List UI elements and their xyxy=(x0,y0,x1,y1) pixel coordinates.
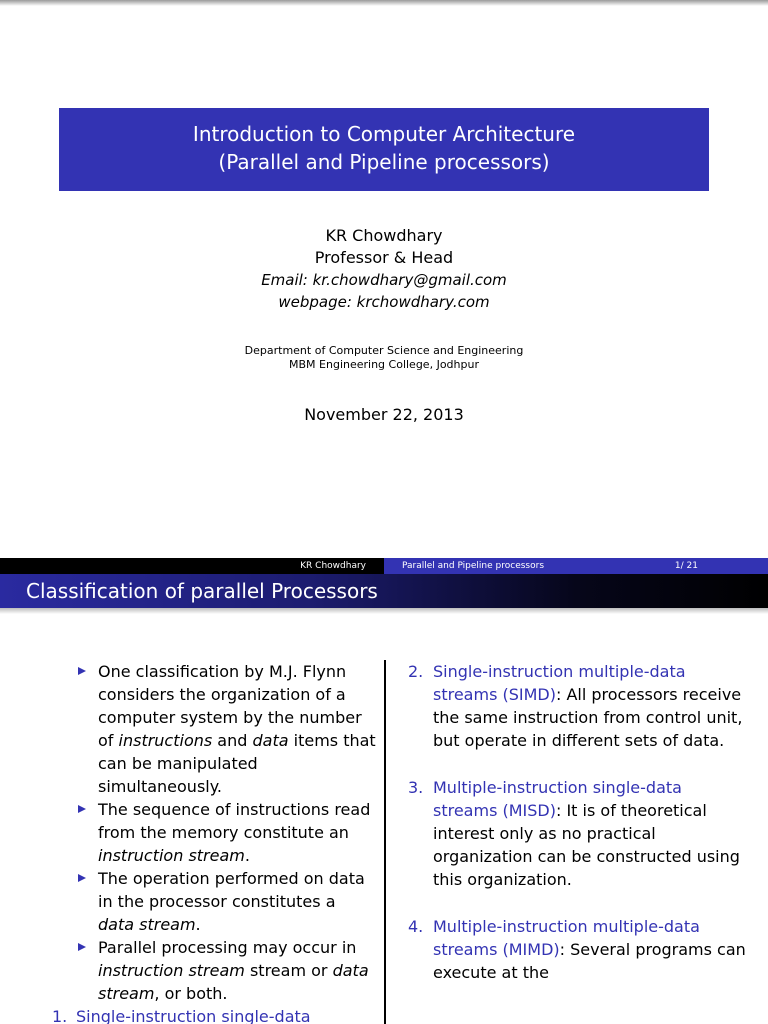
bullet-emphasis: instruction stream xyxy=(98,961,245,980)
bullet-triangle-icon xyxy=(78,943,86,951)
enum-title: Multiple-instruction single-data streams (MISD) xyxy=(433,778,682,820)
bullet-triangle-icon xyxy=(78,667,86,675)
author-role: Professor & Head xyxy=(314,248,454,267)
enum-number: 2. xyxy=(408,662,424,681)
title-box xyxy=(59,108,709,191)
spacer xyxy=(406,891,746,915)
bullet-emphasis: instructions xyxy=(118,731,213,750)
left-column xyxy=(52,660,376,1024)
bullet-item xyxy=(76,867,376,936)
date: November 22, 2013 xyxy=(304,405,464,424)
author-webpage: webpage: krchowdhary.com xyxy=(278,293,490,311)
frame-title: Classification of parallel Processors xyxy=(0,574,768,608)
footer-title: Parallel and Pipeline processors xyxy=(402,561,545,571)
enum-body: : All processors receive the same instruction from control unit, but operate in different sets of data. xyxy=(433,685,743,750)
bullet-emphasis: data stream xyxy=(98,961,369,1003)
bullet-text: One classification by M.J. Flynn considers the organization of a computer system by the number of xyxy=(98,662,362,750)
enum-item-1 xyxy=(52,1005,376,1024)
enum-item-3 xyxy=(406,776,746,891)
right-column xyxy=(406,660,746,984)
department: Department of Computer Science and Engineering xyxy=(244,344,524,357)
bullet-text: The operation performed on data in the processor constitutes a xyxy=(98,869,365,911)
top-shadow xyxy=(0,0,768,6)
footer-page-number: 1/ 21 xyxy=(674,561,698,571)
bullet-text: items that can be manipulated simultaneously. xyxy=(98,731,376,796)
bullet-emphasis: data xyxy=(252,731,289,750)
title-line-2: (Parallel and Pipeline processors) xyxy=(218,150,550,174)
enum-item-4 xyxy=(406,915,746,984)
bullet-item xyxy=(76,660,376,798)
enum-item-2 xyxy=(406,660,746,752)
author-name: KR Chowdhary xyxy=(325,226,443,245)
bullet-text: , or both. xyxy=(154,984,228,1003)
bullet-text: . xyxy=(244,846,250,865)
footer-bar xyxy=(0,558,768,574)
bullet-text: and xyxy=(212,731,253,750)
institute-block xyxy=(0,344,768,372)
enum-number: 1. xyxy=(52,1007,68,1024)
bullet-triangle-icon xyxy=(78,874,86,882)
footer-right xyxy=(384,558,768,574)
enum-body: : It is of theoretical interest only as no practical organization can be constructed using this organization. xyxy=(433,801,740,889)
header-shadow xyxy=(0,608,768,614)
spacer xyxy=(406,752,746,776)
column-divider xyxy=(384,660,386,1024)
bullet-emphasis: data stream xyxy=(98,915,196,934)
enum-title: Multiple-instruction multiple-data streams (MIMD) xyxy=(433,917,700,959)
bullet-text: stream or xyxy=(244,961,333,980)
enum-number: 4. xyxy=(408,917,424,936)
enum-title: Single-instruction single-data xyxy=(76,1007,311,1024)
author-email: Email: kr.chowdhary@gmail.com xyxy=(261,271,507,289)
bullet-item xyxy=(76,936,376,1005)
bullet-text: The sequence of instructions read from the memory constitute an xyxy=(98,800,371,842)
bullet-item xyxy=(76,798,376,867)
enum-number: 3. xyxy=(408,778,424,797)
bullet-text: Parallel processing may occur in xyxy=(98,938,357,957)
enum-title: Single-instruction multiple-data streams (SIMD) xyxy=(433,662,686,704)
footer-author: KR Chowdhary xyxy=(0,558,384,574)
bullet-emphasis: instruction stream xyxy=(98,846,245,865)
college: MBM Engineering College, Jodhpur xyxy=(289,358,479,371)
enum-body: : Several programs can execute at the xyxy=(433,940,746,982)
author-block xyxy=(0,224,768,313)
title-line-1: Introduction to Computer Architecture xyxy=(192,122,576,146)
bullet-triangle-icon xyxy=(78,805,86,813)
bullet-text: . xyxy=(195,915,201,934)
